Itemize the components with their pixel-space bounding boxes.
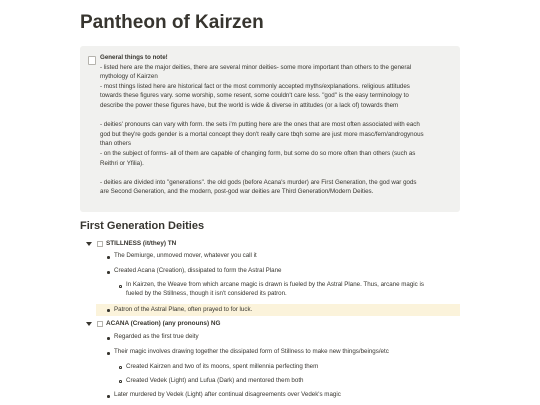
callout-line: god but they're gods gender is a mortal concept they don't really care tbqh some are just more masc/fem/androgynous (100, 130, 424, 138)
callout-line: - deities' pronouns can vary with form. the sets i'm putting here are the ones that are most often associated with each (100, 121, 420, 129)
callout-heading: General things to note! (100, 54, 168, 61)
toggle-stillness[interactable] (86, 240, 176, 247)
list-item-highlighted: Patron of the Astral Plane, often prayed to for luck. (114, 305, 253, 313)
bullet-circle-icon (119, 366, 122, 369)
bullet-dot-icon (107, 395, 110, 398)
callout-text (100, 53, 452, 197)
callout-line: - deities are divided into "generations". the old gods (before Acana's murder) are First Generation, the god war gods (100, 178, 417, 186)
document-icon (88, 56, 96, 65)
callout-line: - listed here are the major deities, there are several minor deities- some more important than others to the general (100, 63, 412, 71)
bullet-circle-icon (119, 285, 122, 288)
list-item-line: In Kairzen, the Weave from which arcane magic is drawn is fueled by the Astral Plane. Thus, arcane magic is (126, 281, 424, 288)
list-item: Later murdered by Vedek (Light) after continual disagreements over Vedek's magic (114, 390, 341, 398)
bullet-dot-icon (107, 309, 110, 312)
list-item: Regarded as the first true deity (114, 332, 199, 340)
bullet-dot-icon (107, 256, 110, 259)
callout-line: mythology of Kairzen (100, 73, 158, 81)
list-item: Created Vedek (Light) and Lufua (Dark) and mentored them both (126, 376, 304, 384)
callout-line: - most things listed here are historical fact or the most commonly accepted myths/explanations. religious attitudes (100, 82, 410, 90)
callout-line: are Second Generation, and the modern, post-god war deities are Third Generation/Modern Deities. (100, 188, 374, 196)
bullet-dot-icon (107, 271, 110, 274)
toggle-acana[interactable] (86, 320, 220, 327)
checkbox-icon[interactable] (97, 241, 103, 247)
checkbox-icon[interactable] (97, 321, 103, 327)
toggle-title: STILLNESS (it/they) TN (106, 240, 177, 247)
page-title: Pantheon of Kairzen (80, 12, 264, 33)
toggle-title: ACANA (Creation) (any pronouns) NG (106, 320, 221, 327)
toggle-triangle-icon[interactable] (86, 322, 92, 326)
callout-line: towards these figures vary. some worship, some resent, some couldn't care less. "god" is the easy terminology to (100, 92, 409, 100)
callout-line: - on the subject of forms- all of them are capable of changing form, but some do so more often than others (such as (100, 149, 416, 157)
list-item: The Demiurge, unmoved mover, whatever you call it (114, 251, 257, 259)
bullet-circle-icon (119, 380, 122, 383)
list-item: Created Acana (Creation), dissipated to form the Astral Plane (114, 266, 282, 274)
callout-line: than others (100, 140, 131, 148)
list-item: Their magic involves drawing together the dissipated form of Stillness to make new things/beings/etc (114, 347, 389, 355)
list-item-line: fueled by the Stillness, though it isn't considered its patron. (126, 289, 287, 297)
toggle-triangle-icon[interactable] (86, 242, 92, 246)
bullet-dot-icon (107, 352, 110, 355)
callout-line: describe the power these figures have, but the world is wide & diverse in attitudes (or a lack of) towards them (100, 101, 399, 109)
section-heading: First Generation Deities (80, 220, 205, 232)
list-item (126, 281, 424, 298)
bullet-dot-icon (107, 337, 110, 340)
callout-block (80, 46, 460, 212)
list-item: Created Kairzen and two of its moons, spent millennia perfecting them (126, 362, 319, 370)
callout-line: Reithri or Yfilia). (100, 159, 144, 167)
